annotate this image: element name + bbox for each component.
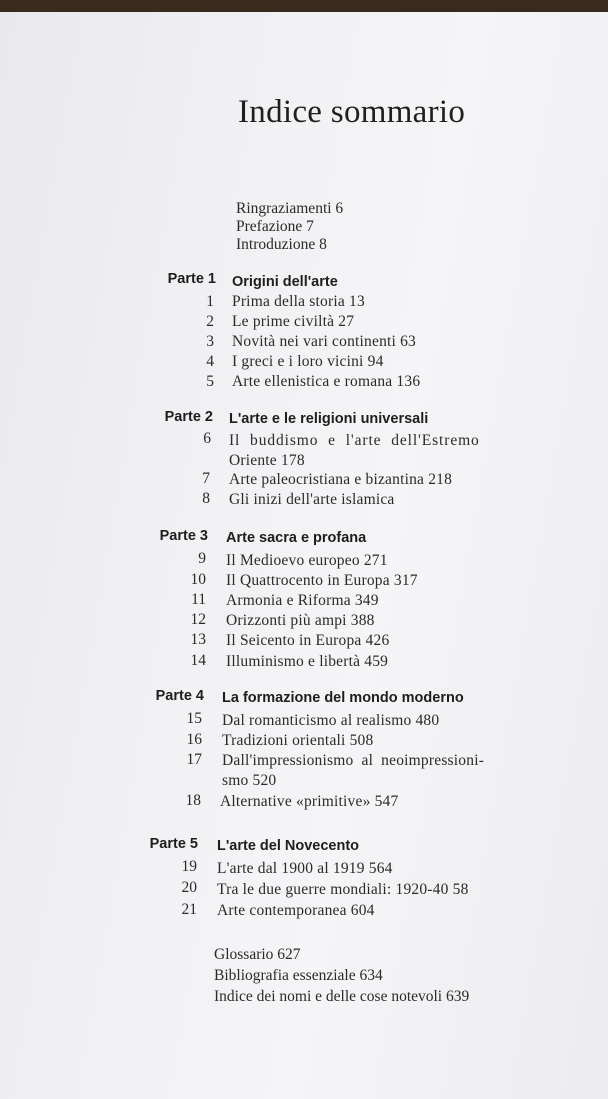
- chapter-number: 16: [186, 731, 202, 748]
- chapter-number: 11: [191, 591, 206, 608]
- chapter-title: Alternative «primitive» 547: [220, 793, 399, 810]
- chapter-number: 20: [181, 879, 197, 896]
- chapter-number: 5: [206, 373, 214, 390]
- part-label: Parte 2: [164, 409, 213, 425]
- chapter-title: Arte contemporanea 604: [217, 902, 375, 919]
- part-title: La formazione del mondo moderno: [222, 690, 464, 706]
- chapter-title: I greci e i loro vicini 94: [232, 353, 384, 370]
- intro-item: Ringraziamenti 6: [236, 200, 344, 217]
- part-title: Origini dell'arte: [232, 274, 338, 290]
- chapter-title: Orizzonti più ampi 388: [226, 612, 375, 629]
- chapter-title: Il Quattrocento in Europa 317: [226, 572, 418, 589]
- chapter-number: 3: [206, 333, 214, 350]
- chapter-title: Novità nei vari continenti 63: [232, 333, 417, 350]
- chapter-number: 9: [198, 550, 206, 567]
- part-label: Parte 4: [155, 688, 204, 704]
- part-label: Parte 5: [149, 836, 198, 852]
- chapter-title-continued: Oriente 178: [229, 452, 305, 469]
- chapter-title: Le prime civiltà 27: [232, 313, 355, 330]
- chapter-title: Il Seicento in Europa 426: [226, 632, 390, 649]
- chapter-number: 19: [181, 858, 197, 875]
- intro-item: Prefazione 7: [236, 218, 314, 235]
- chapter-title: Illuminismo e libertà 459: [226, 653, 389, 670]
- chapter-number: 4: [206, 353, 214, 370]
- chapter-title: L'arte dal 1900 al 1919 564: [217, 860, 393, 877]
- chapter-title: Dall'impressionismo al neoimpressioni-: [222, 752, 485, 769]
- chapter-number: 10: [190, 571, 206, 588]
- chapter-title: Il Medioevo europeo 271: [226, 552, 388, 569]
- part-label: Parte 3: [159, 528, 208, 544]
- part-label: Parte 1: [167, 271, 216, 287]
- chapter-number: 2: [206, 313, 214, 330]
- chapter-title: Prima della storia 13: [232, 293, 365, 310]
- chapter-title: Arte ellenistica e romana 136: [232, 373, 421, 390]
- page-title: Indice sommario: [238, 94, 466, 130]
- chapter-number: 8: [202, 490, 210, 507]
- chapter-number: 13: [190, 631, 206, 648]
- chapter-number: 1: [206, 293, 214, 310]
- chapter-number: 18: [185, 792, 201, 809]
- chapter-number: 15: [186, 710, 202, 727]
- part-title: Arte sacra e profana: [226, 530, 367, 546]
- chapter-title: Dal romanticismo al realismo 480: [222, 712, 440, 729]
- chapter-title-continued: smo 520: [222, 772, 277, 789]
- appendix-item: Indice dei nomi e delle cose notevoli 639: [214, 988, 470, 1005]
- chapter-number: 7: [202, 470, 210, 487]
- chapter-title: Armonia e Riforma 349: [226, 592, 379, 609]
- chapter-number: 14: [190, 652, 206, 669]
- part-title: L'arte e le religioni universali: [229, 411, 429, 427]
- chapter-number: 21: [181, 901, 197, 918]
- chapter-title: Il buddismo e l'arte dell'Estremo: [229, 432, 480, 449]
- chapter-title: Arte paleocristiana e bizantina 218: [229, 471, 453, 488]
- chapter-number: 17: [186, 751, 202, 768]
- appendix-item: Glossario 627: [214, 946, 301, 963]
- chapter-title: Tra le due guerre mondiali: 1920-40 58: [217, 881, 469, 898]
- appendix-item: Bibliografia essenziale 634: [214, 967, 383, 984]
- chapter-title: Gli inizi dell'arte islamica: [229, 491, 395, 508]
- chapter-number: 6: [203, 430, 211, 447]
- chapter-title: Tradizioni orientali 508: [222, 732, 374, 749]
- intro-item: Introduzione 8: [236, 236, 327, 253]
- chapter-number: 12: [190, 611, 206, 628]
- book-page: [0, 12, 608, 1099]
- part-title: L'arte del Novecento: [217, 838, 360, 854]
